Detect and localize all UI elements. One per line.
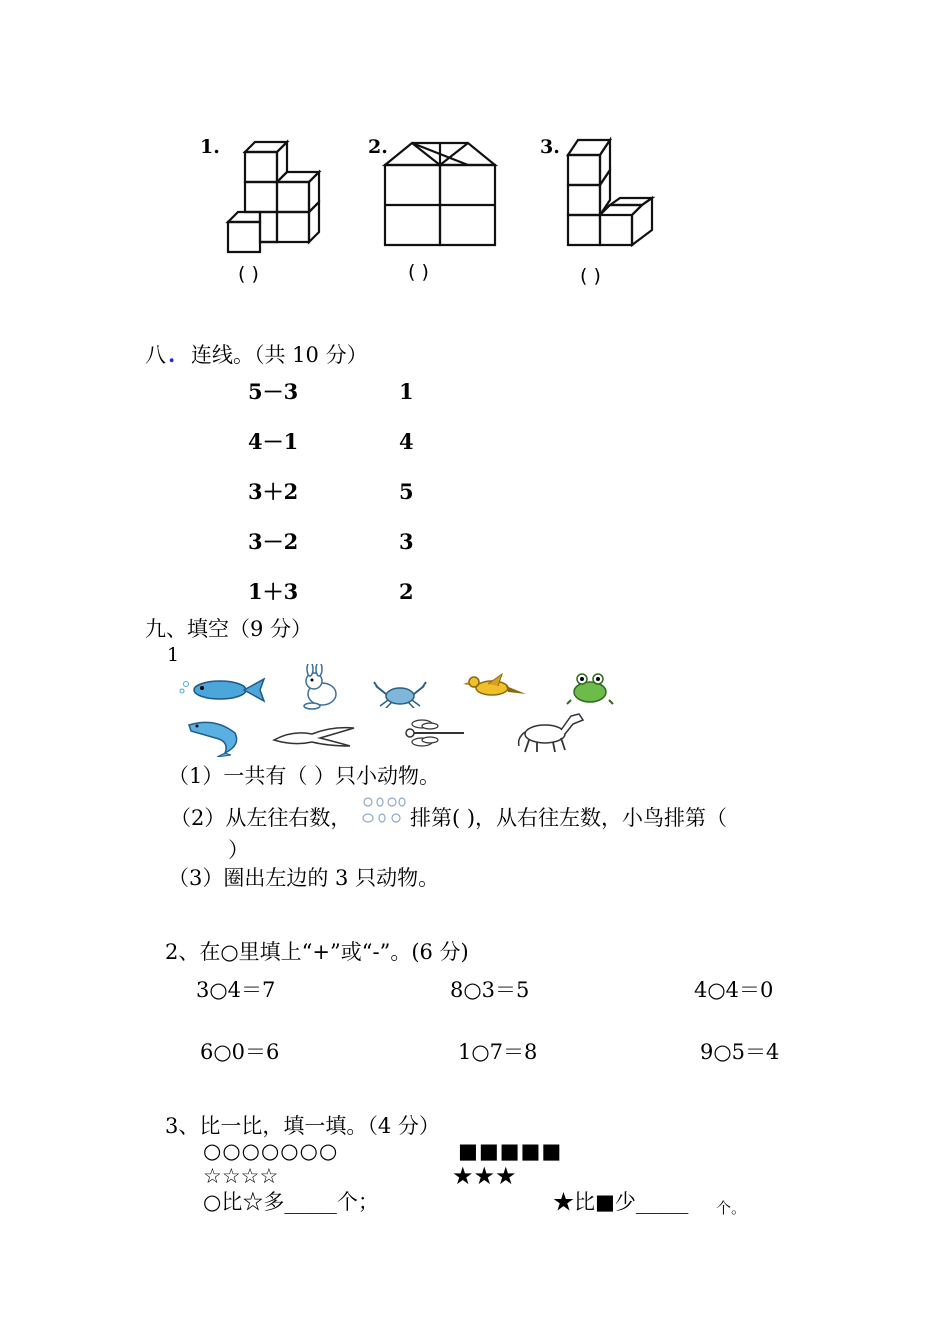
bird-icon[interactable] [462, 672, 528, 702]
answer-2[interactable]: 4 [399, 429, 414, 454]
figure-1-cubes [220, 130, 330, 255]
rabbit-small-icon [358, 794, 408, 826]
hollow-stars-row: ☆☆☆☆ [203, 1164, 279, 1188]
question-2-title: 2、在○里填上“+”或“-”。(6 分) [165, 940, 469, 964]
figure-3-cubes [560, 130, 665, 255]
cube-figures [190, 125, 670, 300]
question-1-part-2-start: （2）从左往右数， [170, 806, 352, 830]
frog-icon[interactable] [565, 670, 615, 706]
solid-stars-row: ★★★ [452, 1162, 517, 1190]
q2-equation-1[interactable]: 3○4＝7 [196, 978, 276, 1002]
figure-2-cubes [380, 135, 505, 250]
compare-stars-squares-tail: 个。 [716, 1199, 747, 1217]
q2-equation-2[interactable]: 8○3＝5 [450, 978, 530, 1002]
question-1-part-3: （3）圈出左边的 3 只动物。 [168, 866, 440, 890]
question-1-number: 1 [167, 644, 180, 666]
answer-4[interactable]: 3 [399, 529, 414, 554]
q2-equation-4[interactable]: 6○0＝6 [200, 1040, 280, 1064]
question-3-title: 3、比一比，填一填。（4 分） [165, 1114, 440, 1138]
figure-1-answer-paren[interactable]: ( ) [238, 263, 259, 285]
answer-1[interactable]: 1 [399, 379, 414, 404]
dragonfly-icon[interactable] [400, 717, 466, 749]
horse-icon[interactable] [515, 708, 587, 754]
crab-icon[interactable] [372, 680, 428, 708]
answer-5[interactable]: 2 [399, 579, 414, 604]
figure-2-answer-paren[interactable]: ( ) [408, 261, 429, 283]
section-8-dot: . [168, 342, 176, 367]
question-1-part-2-close: ） [228, 838, 249, 862]
fish-icon[interactable] [178, 674, 268, 704]
circles-row: ○○○○○○○ [203, 1139, 339, 1163]
section-8-number: 八 [145, 343, 166, 367]
expr-3[interactable]: 3＋2 [248, 479, 299, 504]
swallow-icon[interactable] [272, 722, 357, 748]
figure-3-number: 3. [540, 136, 560, 158]
q2-equation-5[interactable]: 1○7＝8 [458, 1040, 538, 1064]
compare-stars-squares: ★比■少_____ [553, 1190, 689, 1214]
expr-1[interactable]: 5－3 [248, 379, 299, 404]
figure-1-number: 1. [200, 136, 220, 158]
question-1-part-2-end: 排第( )，从右往左数，小鸟排第（ [410, 806, 728, 830]
section-9-title: 九、填空（9 分） [145, 617, 313, 641]
section-8-heading: 连线。（共 10 分） [191, 343, 368, 367]
squares-row: ■■■■■ [458, 1139, 563, 1163]
answer-3[interactable]: 5 [399, 479, 414, 504]
figure-3-answer-paren[interactable]: ( ) [580, 265, 601, 287]
rabbit-icon[interactable] [290, 664, 350, 710]
expr-5[interactable]: 1＋3 [248, 579, 299, 604]
dolphin-icon[interactable] [185, 715, 245, 757]
question-1-part-1: （1）一共有（ ）只小动物。 [168, 764, 441, 788]
figure-2-number: 2. [368, 136, 388, 158]
compare-circles-stars: ○比☆多_____个； [203, 1190, 379, 1214]
expr-2[interactable]: 4－1 [248, 429, 299, 454]
q2-equation-6[interactable]: 9○5＝4 [700, 1040, 780, 1064]
q2-equation-3[interactable]: 4○4＝0 [694, 978, 774, 1002]
expr-4[interactable]: 3－2 [248, 529, 299, 554]
